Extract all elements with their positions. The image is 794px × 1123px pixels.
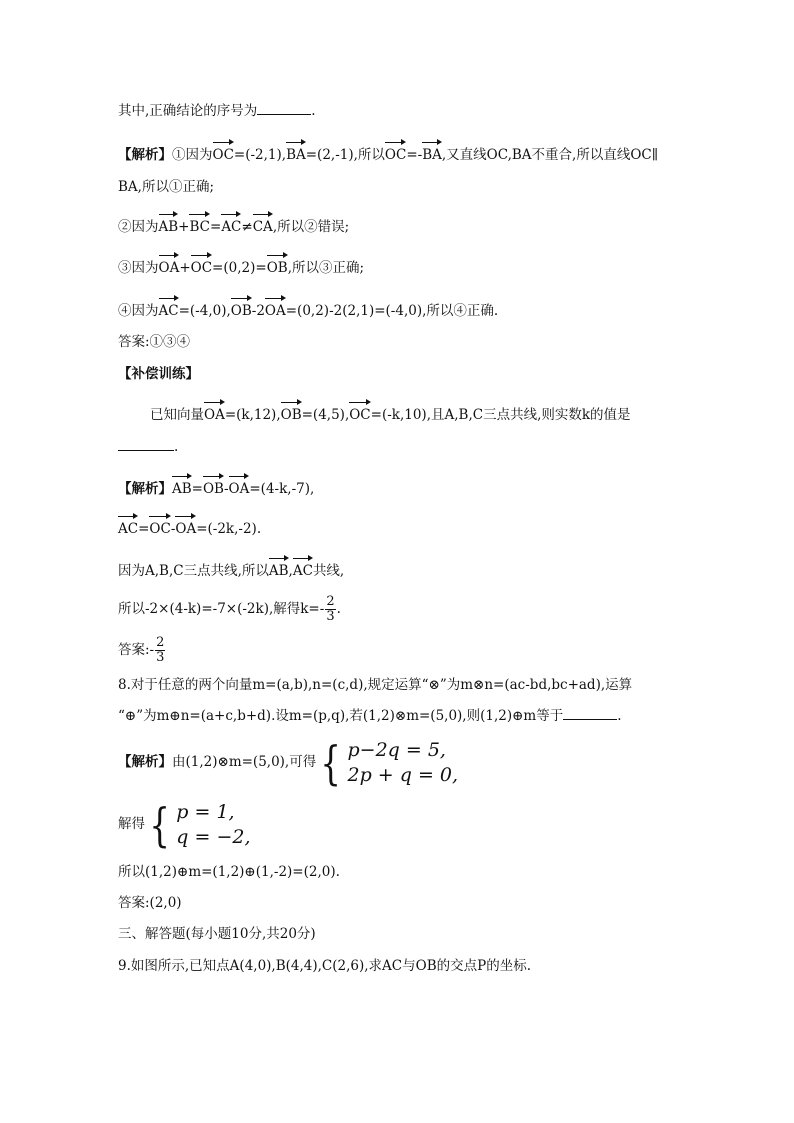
- text-line: [118, 296, 498, 321]
- text: ②因为: [118, 219, 159, 235]
- text: ④因为: [118, 303, 159, 319]
- text: =: [191, 481, 203, 497]
- vector-ob: OB: [281, 400, 302, 425]
- vector-oa: OA: [265, 296, 286, 321]
- denominator: 3: [326, 609, 335, 624]
- text: 8.对于任意的两个向量m=(a,b),n=(c,d),规定运算“⊗”为m⊗n=(ac-bd,bc+ad),运算: [118, 677, 633, 693]
- question-line: [118, 675, 632, 695]
- text: .: [617, 708, 622, 724]
- text-line: [118, 592, 341, 626]
- section-tag: [118, 364, 199, 384]
- text-line: [118, 556, 344, 581]
- vector-ob: OB: [231, 296, 252, 321]
- text-line: [118, 253, 364, 278]
- text: 其中,正确结论的序号为: [118, 103, 258, 119]
- analysis-line: [118, 474, 314, 499]
- vector-oc: OC: [149, 514, 170, 539]
- vector-oc: OC: [349, 400, 370, 425]
- analysis-tag: 【解析】: [118, 754, 172, 770]
- vector-ob: OB: [203, 474, 224, 499]
- question-line: [118, 956, 531, 976]
- text: 由(1,2)⊗m=(5,0),可得: [172, 754, 317, 770]
- equation-system: [316, 735, 459, 790]
- vector-ab: AB: [269, 556, 289, 581]
- answer-line: [118, 893, 182, 913]
- text: +: [178, 219, 190, 235]
- equation-row: q = −2,: [176, 825, 251, 848]
- text-line: [118, 796, 251, 852]
- brace-icon: {: [320, 735, 342, 790]
- section-heading: [118, 924, 316, 944]
- text: 解得: [118, 816, 145, 832]
- text: 答案:-: [118, 642, 155, 658]
- text: BA,所以①正确;: [118, 179, 215, 195]
- text: 已知向量: [150, 407, 204, 423]
- text: -: [223, 481, 229, 497]
- vector-ac: AC: [293, 556, 313, 581]
- text: ,又直线OC,BA不重合,所以直线OC∥: [441, 147, 658, 163]
- vector-ac: AC: [118, 514, 138, 539]
- text: ①因为: [172, 147, 213, 163]
- vector-oa: OA: [229, 474, 250, 499]
- equation-row: 2p + q = 0,: [347, 763, 459, 786]
- text: “⊕”为m⊕n=(a+c,b+d).设m=(p,q),若(1,2)⊗m=(5,0),则(1,2)⊕m等于: [118, 708, 564, 724]
- vector-ac: AC: [221, 212, 241, 237]
- vector-ob: OB: [267, 253, 288, 278]
- text: 答案:(2,0): [118, 895, 182, 911]
- question-line: [118, 100, 316, 121]
- analysis-line: [118, 140, 658, 165]
- text: 【补偿训练】: [118, 366, 199, 382]
- analysis-tag: 【解析】: [118, 481, 172, 497]
- answer-line: [118, 633, 166, 667]
- answer-blank: [563, 705, 617, 720]
- text-line: [118, 514, 261, 539]
- text: 所以-2×(4-k)=-7×(-2k),解得k=-: [118, 601, 325, 617]
- text: =(0,2)=: [212, 260, 267, 276]
- text: =(-2,1),: [233, 147, 287, 163]
- text: ,: [288, 563, 293, 579]
- text-line: [118, 212, 349, 237]
- vector-oc: OC: [385, 140, 406, 165]
- text: =(4-k,-7),: [249, 481, 315, 497]
- vector-ca: CA: [253, 212, 273, 237]
- answer-blank: [118, 436, 174, 451]
- equation-row: p−2q = 5,: [347, 738, 446, 761]
- text: =(4,5),: [301, 407, 350, 423]
- text-line: [118, 862, 340, 882]
- equation-row: p = 1,: [176, 800, 235, 823]
- text: =-: [406, 147, 423, 163]
- analysis-tag: 【解析】: [118, 147, 172, 163]
- vector-oa: OA: [175, 514, 196, 539]
- text: ③因为: [118, 260, 159, 276]
- fraction: [155, 636, 165, 665]
- text: 共线,: [312, 563, 345, 579]
- text: -: [170, 521, 176, 537]
- text: ≠: [241, 219, 253, 235]
- vector-ba: BA: [286, 140, 306, 165]
- answer-blank: [257, 100, 311, 115]
- vector-ac: AC: [159, 296, 179, 321]
- text-line: [150, 400, 631, 425]
- vector-oc: OC: [191, 253, 212, 278]
- equation-system: [145, 797, 251, 852]
- analysis-line: [118, 734, 458, 790]
- answer-line: [118, 332, 190, 352]
- text: =(-k,10),且A,B,C三点共线,则实数k的值是: [370, 407, 631, 423]
- text: =: [138, 521, 150, 537]
- text: ,所以②错误;: [272, 219, 350, 235]
- numerator: 2: [156, 635, 165, 650]
- vector-ba: BA: [422, 140, 442, 165]
- vector-oc: OC: [213, 140, 234, 165]
- text: 三、解答题(每小题10分,共20分): [118, 926, 316, 942]
- text: .: [174, 439, 179, 455]
- text: 所以(1,2)⊕m=(1,2)⊕(1,-2)=(2,0).: [118, 864, 340, 880]
- text: .: [336, 601, 341, 617]
- text: =(-2k,-2).: [196, 521, 262, 537]
- text-line: [118, 177, 214, 197]
- vector-ab: AB: [159, 212, 179, 237]
- text: .: [311, 103, 316, 119]
- text-line: [118, 705, 622, 726]
- text: -2: [251, 303, 265, 319]
- denominator: 3: [156, 650, 165, 665]
- text: =: [210, 219, 222, 235]
- text: 因为A,B,C三点共线,所以: [118, 563, 269, 579]
- text-line: [118, 436, 178, 457]
- brace-icon: {: [149, 797, 170, 852]
- text: =(-4,0),: [178, 303, 231, 319]
- vector-ab: AB: [172, 474, 192, 499]
- numerator: 2: [326, 594, 335, 609]
- vector-bc: BC: [189, 212, 210, 237]
- text: =(k,12),: [224, 407, 281, 423]
- text: =(0,2)-2(2,1)=(-4,0),所以④正确.: [285, 303, 499, 319]
- vector-oa: OA: [159, 253, 180, 278]
- text: 答案:①③④: [118, 334, 191, 350]
- text: 9.如图所示,已知点A(4,0),B(4,4),C(2,6),求AC与OB的交点P的坐标.: [118, 958, 531, 974]
- text: =(2,-1),所以: [305, 147, 385, 163]
- text: ,所以③正确;: [287, 260, 365, 276]
- fraction: [325, 595, 335, 624]
- vector-oa: OA: [204, 400, 225, 425]
- text: +: [179, 260, 191, 276]
